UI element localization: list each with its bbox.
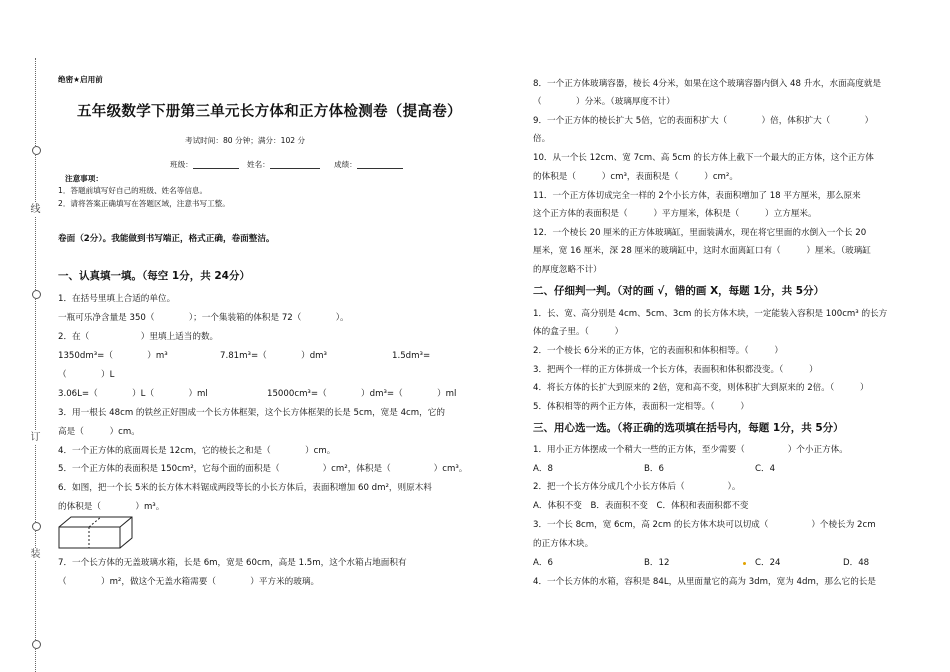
binding-hole-icon: [32, 522, 41, 531]
question-line: 1350dm³=（ ）m³: [58, 351, 168, 361]
secret-label: 绝密★启用前: [58, 75, 103, 84]
page-title: 五年级数学下册第三单元长方体和正方体检测卷（提高卷）: [77, 104, 462, 120]
note-item: 1．答题前填写好自己的班级、姓名等信息。: [58, 186, 208, 195]
question-line: 这个正方体的表面积是（ ）平方厘米，体积是（ ）立方厘米。: [533, 209, 817, 219]
question-line: 的体积是（ ）cm³，表面积是（ ）cm²。: [533, 172, 738, 182]
choice-question: 2．把一个长方体分成几个小长方体后（ ）。: [533, 482, 741, 492]
choice-option[interactable]: B．12: [644, 558, 670, 568]
question-line: （ ）分米。（玻璃厚度不计）: [533, 97, 675, 107]
choice-question: 3．一个长 8cm，宽 6cm，高 2cm 的长方体木块可以切成（ ）个棱长为 2cm: [533, 520, 876, 530]
binding-mark: 线: [30, 204, 41, 215]
question-line: 5．一个正方体的表面积是 150cm²，它每个面的面积是（ ）cm²，体积是（ ）cm³。: [58, 464, 468, 474]
judge-line: 1．长、宽、高分别是 4cm、5cm、3cm 的长方体木块，一定能装入容积是 100cm³ 的长方: [533, 309, 888, 319]
judge-line: 2．一个棱长 6分米的正方体，它的表面积和体积相等。（ ）: [533, 346, 783, 356]
cuboid-diagram-icon: [58, 515, 134, 549]
question-line: 2．在（ ）里填上适当的数。: [58, 332, 219, 342]
choice-question: 4．一个长方体的水箱，容积是 84L，从里面量它的高为 3dm，宽为 4dm，那么它的长是: [533, 577, 876, 587]
question-line: 3．用一根长 48cm 的铁丝正好围成一个长方体框架，这个长方体框架的长是 5cm，宽是 4cm，它的: [58, 408, 445, 418]
score-blank[interactable]: [357, 158, 403, 169]
section2-heading: 二、仔细判一判。（对的画 √，错的画 X，每题 1分，共 5分）: [533, 285, 825, 297]
score-field: [334, 158, 403, 171]
choice-option[interactable]: C．4: [755, 464, 776, 474]
judge-line: 体的盒子里。（ ）: [533, 327, 624, 337]
neatness-note: 卷面（2分）。我能做到书写端正，格式正确，卷面整洁。: [58, 234, 275, 244]
question-line: 一瓶可乐净含量是 350（ ）；一个集装箱的体积是 72（ ）。: [58, 313, 349, 323]
question-line: 1.5dm³=: [392, 351, 431, 361]
binding-mark: 订: [30, 432, 41, 443]
judge-line: 4．将长方体的长扩大到原来的 2倍，宽和高不变，则体积扩大到原来的 2倍。（ ）: [533, 383, 869, 393]
choice-option[interactable]: A．体积不变 B．表面积不变 C．体积和表面积都不变: [533, 501, 749, 511]
name-field: [247, 158, 320, 171]
question-line: 9．一个正方体的棱长扩大 5倍，它的表面积扩大（ ）倍，体积扩大（ ）: [533, 116, 874, 126]
section1-heading: 一、认真填一填。（每空 1分，共 24分）: [58, 270, 250, 282]
binding-margin: [0, 0, 48, 672]
question-line: 1．在括号里填上合适的单位。: [58, 294, 176, 304]
question-line: 3.06L=（ ）L（ ）ml: [58, 389, 208, 399]
choice-option[interactable]: B．6: [644, 464, 664, 474]
question-line: （ ）m²，做这个无盖水箱需要（ ）平方米的玻璃。: [58, 577, 320, 587]
question-line: 7．一个长方体的无盖玻璃水箱，长是 6m，宽是 60cm，高是 1.5m，这个水箱占地面积有: [58, 558, 407, 568]
question-line: 12．一个棱长 20 厘米的正方体玻璃缸，里面装满水，现在将它里面的水倒入一个长 20: [533, 228, 867, 238]
notes-heading: 注意事项：: [65, 174, 103, 183]
question-line: 8．一个正方体玻璃容器，棱长 4分米，如果在这个玻璃容器内倒入 48 升水，水面高度就是: [533, 79, 882, 89]
question-line: 11．一个正方体切成完全一样的 2个小长方体，表面积增加了 18 平方厘米，那么原来: [533, 191, 861, 201]
score-label: 成绩：: [334, 160, 357, 169]
name-blank[interactable]: [270, 158, 320, 169]
section3-heading: 三、用心选一选。（将正确的选项填在括号内，每题 1分，共 5分）: [533, 422, 844, 434]
name-label: 姓名：: [247, 160, 270, 169]
judge-line: 3．把两个一样的正方体拼成一个长方体，表面积和体积都没变。（ ）: [533, 365, 818, 375]
cuboid-corner-edge: [120, 517, 132, 527]
judge-line: 5．体积相等的两个正方体，表面积一定相等。（ ）: [533, 402, 750, 412]
class-label: 班级：: [170, 160, 193, 169]
choice-option[interactable]: A．8: [533, 464, 553, 474]
question-line: 厘米，宽 16 厘米，深 28 厘米的玻璃缸中，这时水面离缸口有（ ）厘米。（玻璃缸: [533, 246, 871, 256]
accent-dot-icon: [743, 562, 746, 565]
question-line: 10．从一个长 12cm、宽 7cm、高 5cm 的长方体上截下一个最大的正方体，这个正方体: [533, 153, 874, 163]
choice-question: 1．用小正方体摆成一个稍大一些的正方体，至少需要（ ）个小正方体。: [533, 445, 848, 455]
question-line: （ ）L: [58, 370, 115, 380]
question-line: 的体积是（ ）m³。: [58, 502, 165, 512]
class-blank[interactable]: [193, 158, 239, 169]
binding-hole-icon: [32, 290, 41, 299]
question-line: 高是（ ）cm。: [58, 427, 140, 437]
question-line: 的厚度忽略不计）: [533, 265, 602, 275]
binding-hole-icon: [32, 146, 41, 155]
choice-option[interactable]: A．6: [533, 558, 553, 568]
question-line: 4．一个正方体的底面周长是 12cm，它的棱长之和是（ ）cm。: [58, 446, 336, 456]
class-field: [170, 158, 239, 171]
note-item: 2．请将答案正确填写在答题区域，注意书写工整。: [58, 199, 230, 208]
cut-line-top: [89, 517, 101, 527]
binding-hole-icon: [32, 640, 41, 649]
question-line: 6．如图，把一个长 5米的长方体木料锯成两段等长的小长方体后，表面积增加 60 dm²，则原木料: [58, 483, 432, 493]
question-line: 倍。: [533, 134, 551, 144]
exam-info: 考试时间：80 分钟；满分：102 分: [185, 136, 306, 145]
choice-question: 的正方体木块。: [533, 539, 594, 549]
choice-option[interactable]: C．24: [755, 558, 781, 568]
binding-mark: 装: [30, 549, 41, 560]
choice-option[interactable]: D．48: [843, 558, 870, 568]
question-line: 7.81m³=（ ）dm³: [220, 351, 327, 361]
question-line: 15000cm³=（ ）dm³=（ ）ml: [267, 389, 457, 399]
